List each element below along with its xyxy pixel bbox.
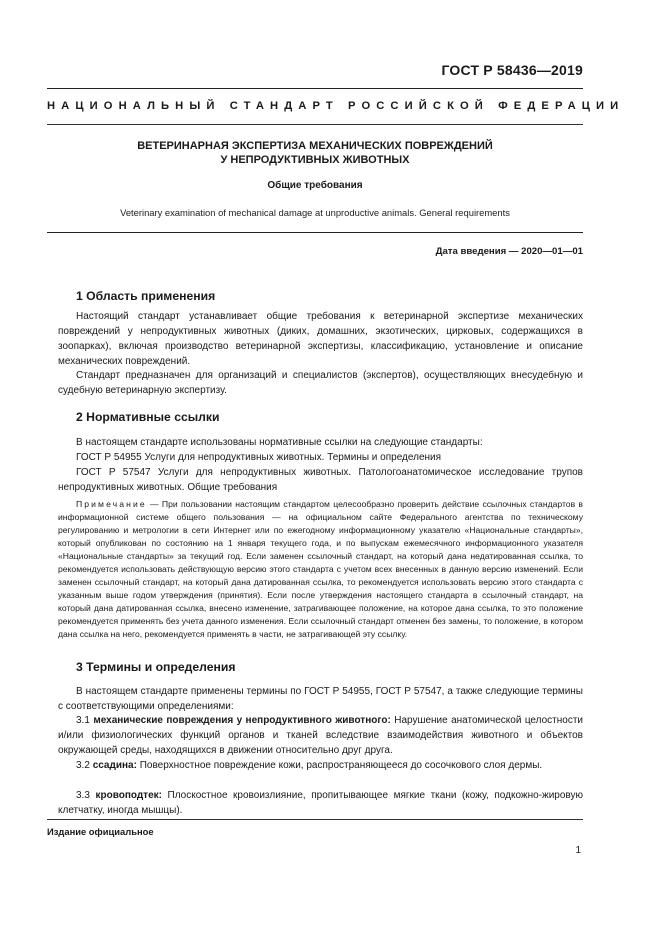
term-name: механические повреждения у непродуктивного животного: xyxy=(93,715,391,726)
paragraph-text: Стандарт предназначен для организаций и специалистов (экспертов), осуществляющих внесудебную и судебную ветеринарную экспертизу. xyxy=(58,370,583,396)
term-3-2 xyxy=(58,758,583,773)
term-number: 3.2 xyxy=(76,760,90,771)
page-number: 1 xyxy=(575,845,581,856)
gost-number: ГОСТ Р 58436—2019 xyxy=(441,62,583,78)
english-title: Veterinary examination of mechanical damage at unproductive animals. General requirements xyxy=(120,207,510,218)
introduction-date: Дата введения — 2020—01—01 xyxy=(435,246,583,257)
term-3-3 xyxy=(58,788,583,818)
note-block xyxy=(58,498,583,641)
section-3-heading: 3 Термины и определения xyxy=(76,660,236,674)
reference-1 xyxy=(58,450,583,465)
section-1-paragraph-1 xyxy=(58,309,583,369)
section-3-paragraph-1 xyxy=(58,684,583,714)
title-line-2: У НЕПРОДУКТИВНЫХ ЖИВОТНЫХ xyxy=(220,154,410,166)
banner-rule xyxy=(47,124,583,125)
note-label: Примечание xyxy=(76,499,147,509)
reference-text: ГОСТ Р 57547 Услуги для непродуктивных животных. Патологоанатомическое исследование трупов непродуктивных животных. Общие требования xyxy=(58,467,583,493)
paragraph-text: В настоящем стандарте использованы нормативные ссылки на следующие стандарты: xyxy=(76,437,483,448)
term-definition: Плоскостное кровоизлияние, пропитывающее мягкие ткани (кожу, подкожно-жировую клетчатку, иногда мышцы). xyxy=(58,790,583,816)
national-standard-banner: НАЦИОНАЛЬНЫЙ СТАНДАРТ РОССИЙСКОЙ ФЕДЕРАЦИИ xyxy=(47,100,625,112)
term-number: 3.1 xyxy=(76,715,90,726)
title-rule xyxy=(47,232,583,233)
official-edition-label: Издание официальное xyxy=(47,826,154,837)
term-number: 3.3 xyxy=(76,790,90,801)
section-1-heading: 1 Область применения xyxy=(76,289,216,303)
document-title xyxy=(47,139,583,167)
paragraph-text: Настоящий стандарт устанавливает общие требования к ветеринарной экспертизе механических повреждений у непродуктивных животных (диких, домашних, экзотических, цирковых, содержащихся в зоопарках), включая производство ветеринарной экспертизы, классификацию, установление и описание механических повреждений. xyxy=(58,311,583,367)
document-subtitle: Общие требования xyxy=(267,180,363,191)
footer-rule xyxy=(47,819,583,820)
section-1-paragraph-2 xyxy=(58,368,583,398)
term-definition: Поверхностное повреждение кожи, распространяющееся до сосочкового слоя дермы. xyxy=(136,760,543,771)
reference-text: ГОСТ Р 54955 Услуги для непродуктивных животных. Термины и определения xyxy=(76,452,442,463)
term-3-1 xyxy=(58,713,583,758)
section-2-heading: 2 Нормативные ссылки xyxy=(76,410,220,424)
term-name: ссадина: xyxy=(92,760,137,771)
reference-2 xyxy=(58,465,583,495)
section-2-paragraph-1 xyxy=(58,435,583,450)
title-line-1: ВЕТЕРИНАРНАЯ ЭКСПЕРТИЗА МЕХАНИЧЕСКИХ ПОВРЕЖДЕНИЙ xyxy=(137,140,493,152)
paragraph-text: В настоящем стандарте применены термины по ГОСТ Р 54955, ГОСТ Р 57547, а также следующие термины с соответствующими определениями: xyxy=(58,686,583,712)
term-name: кровоподтек: xyxy=(95,790,162,801)
note-text: — При пользовании настоящим стандартом целесообразно проверить действие ссылочных стандартов в информационной системе общего пользования — на официальном сайте Федерального агентства по техническому регулированию и метрологии в сети Интернет или по ежегодному информационному указателю «Национальные стандарты», который опубликован по состоянию на 1 января текущего года, и по выпускам ежемесячного информационного указателя «Национальные стандарты» за текущий год. Если заменен ссылочный стандарт, на который дана недатированная ссылка, то рекомендуется использовать действующую версию этого стандарта с учетом всех внесенных в данную версию изменений. Если заменен ссылочный стандарт, на который дана датированная ссылка, то рекомендуется использовать версию этого стандарта с указанным выше годом утверждения (принятия). Если после утверждения настоящего стандарта в ссылочный стандарт, на который дана датированная ссылка, внесено изменение, затрагивающее положение, на которое дана ссылка, то это положение рекомендуется применять без учета данного изменения. Если ссылочный стандарт отменен без замены, то положение, в котором дана ссылка на него, рекомендуется применять в части, не затрагивающей эту ссылку. xyxy=(58,499,583,639)
top-rule xyxy=(47,88,583,89)
term-definition: Нарушение анатомической целостности и/или физиологических функций органов и тканей вследствие взаимодействия животного и объектов окружающей среды, находящихся в движении относительно друг друга. xyxy=(58,715,584,756)
